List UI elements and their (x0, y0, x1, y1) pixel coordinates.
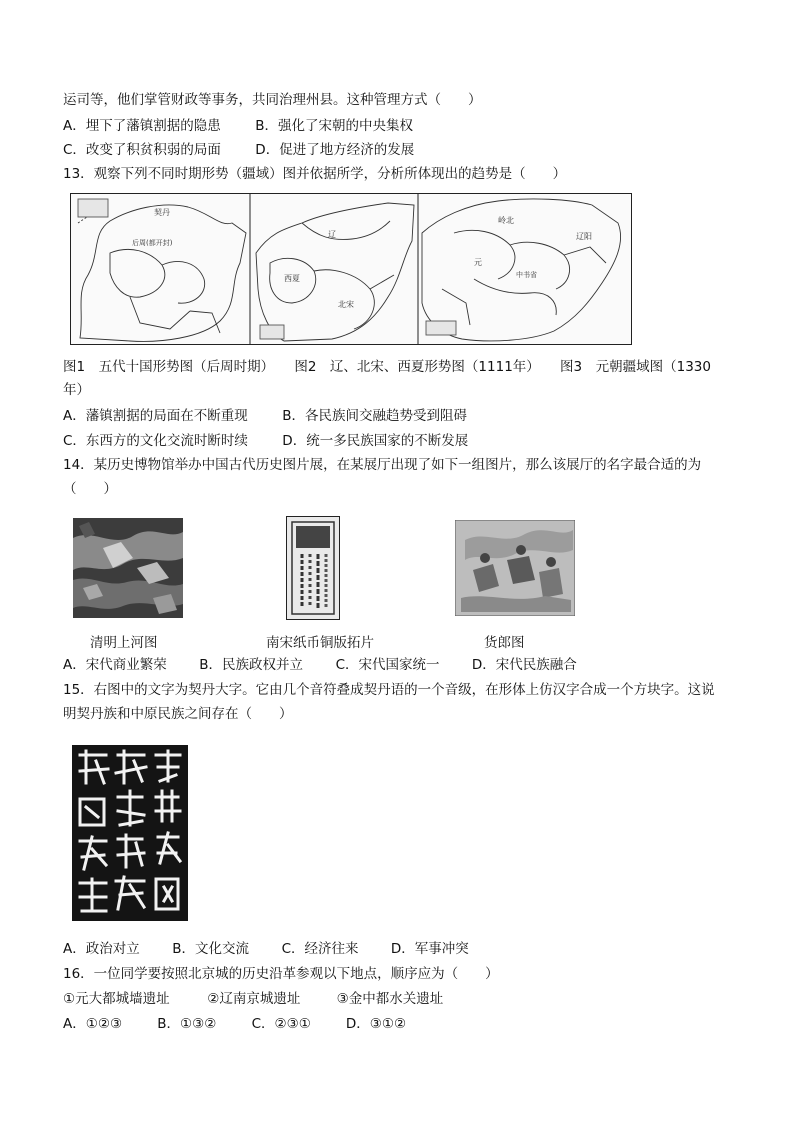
q16-stem: 16．一位同学要按照北京城的历史沿革参观以下地点，顺序应为（ ） (63, 966, 499, 982)
q14-option-d[interactable]: D．宋代民族融合 (471, 657, 577, 673)
q14-options-row (63, 656, 577, 674)
map-2-label-b: 西夏 (284, 274, 300, 283)
q16-site-2: ②辽南京城遗址 (207, 991, 301, 1007)
q13-caption-line-1: 图1 五代十国形势图（后周时期） 图2 辽、北宋、西夏形势图（1111年） 图3 元朝疆域图（1330 (63, 359, 711, 375)
q16-options-row (63, 1015, 406, 1033)
q16-option-b[interactable]: B．①③② (157, 1016, 217, 1032)
q14-caption-3: 货郎图 (484, 635, 525, 651)
q15-options-row (63, 940, 469, 958)
q15-option-d[interactable]: D．军事冲突 (390, 941, 469, 957)
q14-caption-1: 清明上河图 (90, 635, 158, 651)
q14-stem-line-2: （ ） (63, 481, 117, 497)
song-banknote-rubbing-image (286, 516, 340, 620)
q14-option-c[interactable]: C．宋代国家统一 (335, 657, 440, 673)
q14-option-a[interactable]: A．宋代商业繁荣 (63, 657, 167, 673)
q12-option-c[interactable]: C．改变了积贫积弱的局面 (63, 142, 221, 158)
qingming-painting-image (73, 518, 183, 618)
q16-option-d[interactable]: D．③①② (345, 1016, 407, 1032)
q15-stem: 15．右图中的文字为契丹大字。它由几个音符叠成契丹语的一个音级，在形体上仿汉字合成一个方块字。这说 (63, 682, 715, 698)
map-3-label-d: 元 (474, 258, 482, 267)
map-1-label-a: 契丹 (154, 208, 170, 217)
map-2-label-a: 辽 (328, 230, 336, 239)
q14-option-b[interactable]: B．民族政权并立 (199, 657, 304, 673)
q15-option-b[interactable]: B．文化交流 (172, 941, 250, 957)
q15-option-a[interactable]: A．政治对立 (63, 941, 140, 957)
khitan-script-image (72, 745, 188, 921)
q12-options-row-1 (63, 117, 413, 135)
q16-site-3: ③金中都水关遗址 (336, 991, 444, 1007)
map-3-label-b: 辽阳 (576, 232, 592, 241)
q12-options-row-2 (63, 141, 414, 159)
q12-stem-tail: 运司等，他们掌管财政等事务，共同治理州县。这种管理方式（ ） (63, 92, 482, 108)
q12-option-a[interactable]: A．埋下了藩镇割据的隐患 (63, 118, 221, 134)
q16-option-c[interactable]: C．②③① (251, 1016, 311, 1032)
q15-stem-line-2: 明契丹族和中原民族之间存在（ ） (63, 706, 293, 722)
q13-option-a[interactable]: A．藩镇割据的局面在不断重现 (63, 408, 248, 424)
q14-stem: 14．某历史博物馆举办中国古代历史图片展，在某展厅出现了如下一组图片，那么该展厅的名字最合适的为 (63, 457, 702, 473)
q15-option-c[interactable]: C．经济往来 (281, 941, 359, 957)
map-3-label-a: 岭北 (498, 216, 514, 225)
q13-maps-svg (70, 193, 632, 345)
q16-option-a[interactable]: A．①②③ (63, 1016, 123, 1032)
q13-stem: 13．观察下列不同时期形势（疆域）图并依据所学，分析所体现出的趋势是（ ） (63, 166, 567, 182)
q16-sites-row (63, 990, 443, 1008)
q13-maps-figure (70, 193, 632, 345)
huolang-painting-image (455, 520, 575, 616)
q13-options-row-1 (63, 407, 467, 425)
map-1-label-b: 后周(都开封) (132, 239, 173, 247)
q13-option-b[interactable]: B．各民族间交融趋势受到阻碍 (282, 408, 468, 424)
q16-site-1: ①元大都城墙遗址 (63, 991, 170, 1007)
q13-option-c[interactable]: C．东西方的文化交流时断时续 (63, 433, 248, 449)
map-3-label-c: 中书省 (516, 271, 537, 279)
map-2-label-c: 北宋 (338, 300, 354, 309)
q12-option-b[interactable]: B．强化了宋朝的中央集权 (255, 118, 414, 134)
q13-option-d[interactable]: D．统一多民族国家的不断发展 (282, 433, 469, 449)
q12-option-d[interactable]: D．促进了地方经济的发展 (255, 142, 415, 158)
q13-caption-line-2: 年） (63, 382, 90, 398)
q14-caption-2: 南宋纸币铜版拓片 (266, 635, 374, 651)
q13-options-row-2 (63, 432, 468, 450)
